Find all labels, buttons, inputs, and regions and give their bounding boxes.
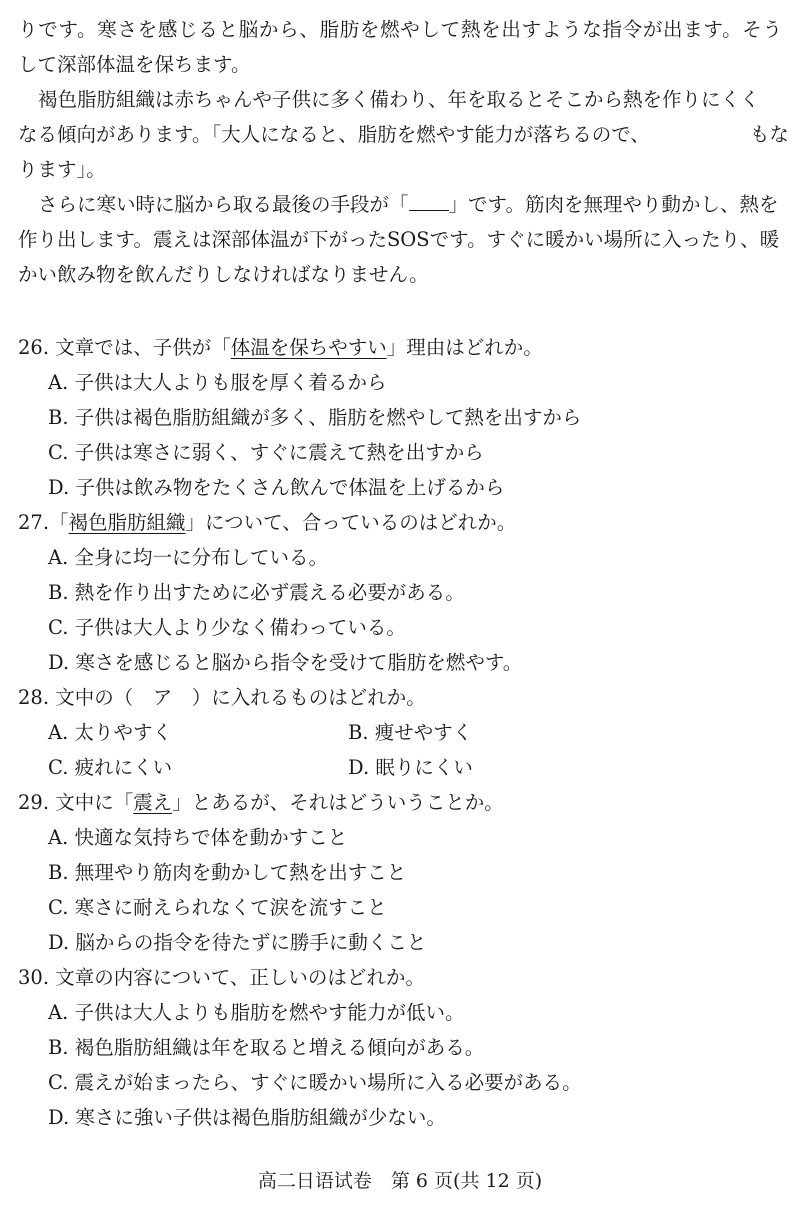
passage-line: ります」。	[18, 158, 106, 181]
question-29-option-b: B. 無理やり筋肉を動かして熱を出すこと	[48, 861, 407, 884]
question-text: 」について、合っているのはどれか。	[185, 511, 517, 534]
question-29-stem	[18, 785, 782, 820]
question-30-option-c: C. 震えが始まったら、すぐに暖かい場所に入る必要がある。	[48, 1071, 582, 1094]
question-30-stem: 30. 文章の内容について、正しいのはどれか。	[18, 966, 425, 989]
question-27-option-b: B. 熱を作り出すために必ず震える必要がある。	[48, 581, 465, 604]
underlined-phrase: 震え	[133, 791, 173, 814]
question-28-option-c: C. 疲れにくい	[48, 756, 173, 779]
question-28-options-row-2	[18, 750, 782, 785]
question-26-option-a: A. 子供は大人よりも服を厚く着るから	[48, 371, 387, 394]
question-30-option-a: A. 子供は大人よりも脂肪を燃やす能力が低い。	[48, 1001, 465, 1024]
question-29-option-a: A. 快適な気持ちで体を動かすこと	[48, 826, 348, 849]
question-text: 26. 文章では、子供が「	[18, 336, 231, 359]
reading-passage	[18, 12, 789, 292]
question-28-option-b: B. 痩せやすく	[348, 721, 473, 744]
passage-text: 」です。筋肉を無理やり動かし、熱を	[448, 193, 779, 216]
question-text: 」理由はどれか。	[386, 336, 543, 359]
passage-line: かい飲み物を飲んだりしなければなりません。	[18, 263, 429, 286]
passage-line	[18, 187, 782, 222]
passage-line: 褐色脂肪組織は赤ちゃんや子供に多く備わり、年を取るとそこから熱を作りにくく	[38, 88, 760, 111]
question-30-option-b: B. 褐色脂肪組織は年を取ると増える傾向がある。	[48, 1036, 485, 1059]
question-list	[18, 330, 782, 1135]
question-29-option-d: D. 脳からの指令を待たずに勝手に動くこと	[48, 931, 427, 954]
underlined-phrase: 体温を保ちやすい	[230, 336, 387, 359]
question-26-option-b: B. 子供は褐色脂肪組織が多く、脂肪を燃やして熱を出すから	[48, 406, 582, 429]
passage-line	[18, 117, 789, 152]
passage-line: りです。寒さを感じると脳から、脂肪を燃やして熱を出すような指令が出ます。そう	[18, 18, 782, 41]
passage-text: なる傾向があります。「大人になると、脂肪を燃やす能力が落ちるので、	[18, 123, 650, 146]
question-text: 29. 文中に「	[18, 791, 134, 814]
passage-text: もな	[749, 123, 789, 146]
underlined-phrase: 褐色脂肪組織	[68, 511, 186, 534]
question-26-stem	[18, 330, 782, 365]
question-text: 27.「	[18, 511, 69, 534]
question-30-option-d: D. 寒さに強い子供は褐色脂肪組織が少ない。	[48, 1106, 446, 1129]
question-27-option-d: D. 寒さを感じると脳から指令を受けて脂肪を燃やす。	[48, 651, 523, 674]
question-text: 」とあるが、それはどういうことか。	[172, 791, 504, 814]
question-26-option-d: D. 子供は飲み物をたくさん飲んで体温を上げるから	[48, 476, 505, 499]
passage-text: さらに寒い時に脳から取る最後の手段が「	[38, 193, 409, 216]
question-27-option-c: C. 子供は大人より少なく備わっている。	[48, 616, 406, 639]
page-footer: 高二日语试卷 第 6 页(共 12 页)	[257, 1170, 543, 1192]
question-27-stem	[18, 505, 782, 540]
question-28-options-row-1	[18, 715, 782, 750]
question-27-option-a: A. 全身に均一に分布している。	[48, 546, 328, 569]
question-28-stem: 28. 文中の（ ア ）に入れるものはどれか。	[18, 686, 426, 709]
question-28-option-a: A. 太りやすく	[48, 721, 172, 744]
passage-line: 作り出します。震えは深部体温が下がったSOSです。すぐに暖かい場所に入ったり、暖	[18, 228, 780, 251]
blank-underline	[409, 190, 449, 211]
question-28-option-d: D. 眠りにくい	[348, 756, 473, 779]
passage-line: して深部体温を保ちます。	[18, 53, 251, 76]
question-26-option-c: C. 子供は寒さに弱く、すぐに震えて熱を出すから	[48, 441, 484, 464]
question-29-option-c: C. 寒さに耐えられなくて涙を流すこと	[48, 896, 387, 919]
